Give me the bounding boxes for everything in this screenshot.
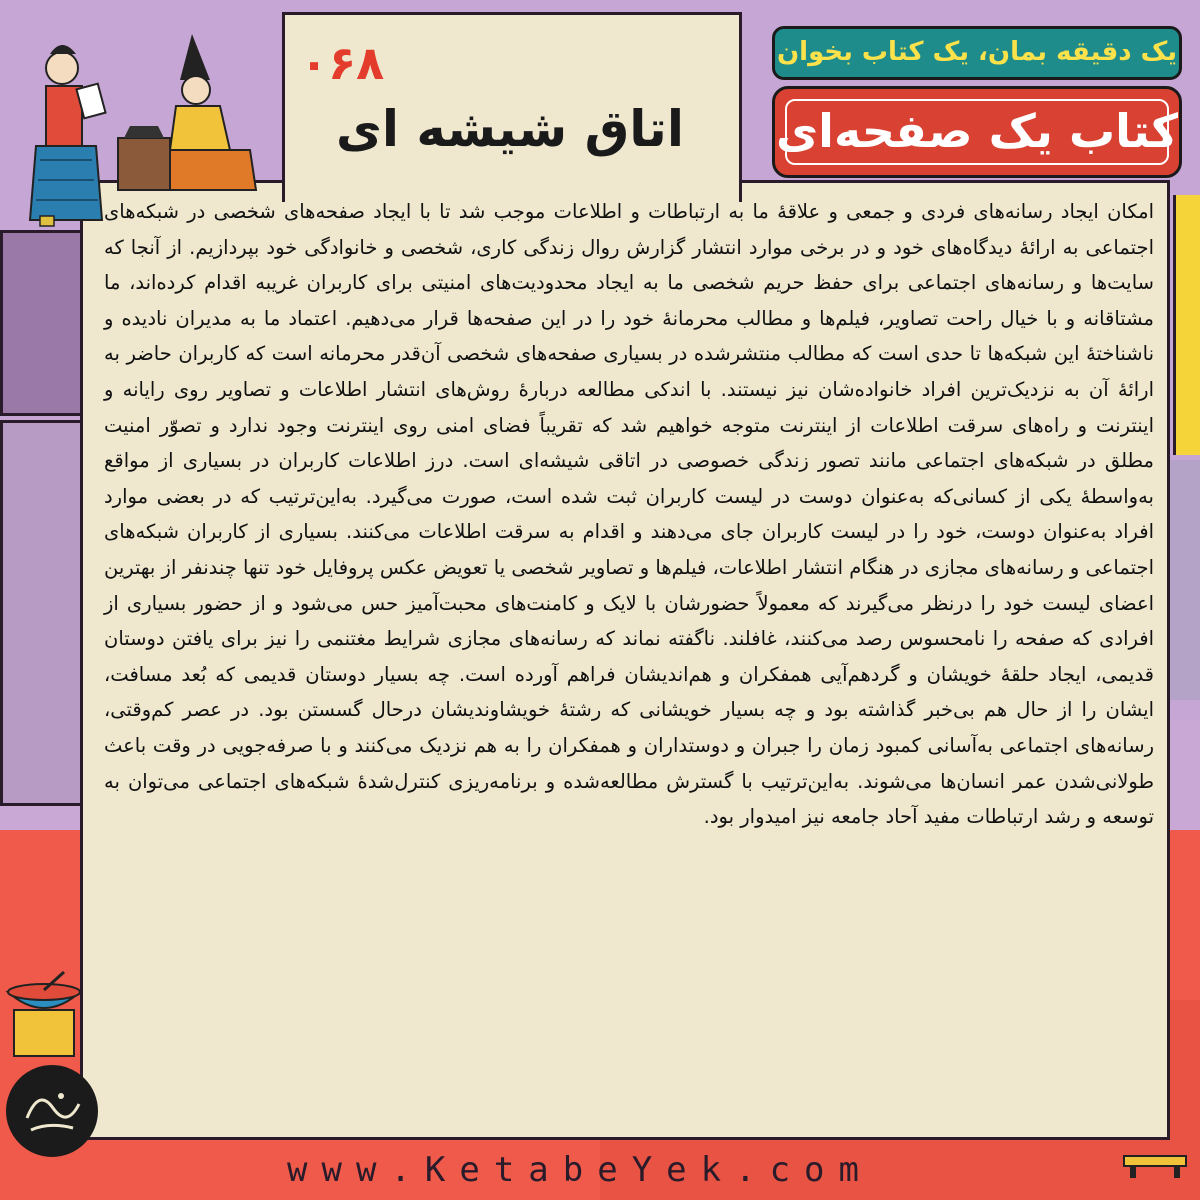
background-block-right-yellow bbox=[1173, 195, 1200, 455]
brand-badge bbox=[772, 86, 1182, 178]
tagline-badge: یک دقیقه بمان، یک کتاب بخوان bbox=[772, 26, 1182, 80]
stool-icon bbox=[1120, 1150, 1190, 1180]
page-title: اتاق شیشه ای bbox=[336, 100, 684, 158]
background-block-right-purple bbox=[1167, 460, 1200, 700]
website-url[interactable]: www.KetabeYek.com bbox=[287, 1150, 873, 1190]
background-block-left-mid bbox=[0, 420, 86, 806]
episode-number: ۰۶۸ bbox=[300, 36, 385, 90]
bowl-illustration bbox=[4, 970, 84, 1060]
brand-label: کتاب یک صفحه‌ای bbox=[776, 104, 1178, 158]
background-block-left-top bbox=[0, 230, 86, 416]
signature-seal-icon bbox=[6, 1065, 98, 1157]
seated-man-illustration bbox=[110, 30, 260, 200]
article-body: امکان ایجاد رسانه‌های فردی و جمعی و علاقهٔ ما به ارتباطات و اطلاعات موجب شد تا با ایجاد صفحه‌های شخصی در شبکه‌های اجتماعی به ارائهٔ دیدگاه‌های خود و در برخی موارد انتشار گزارش روال زندگی کاری، شخصی و خانوادگی خود بپردازیم. از آنجا که سایت‌ها و رسانه‌های اجتماعی برای حفظ حریم شخصی ما به ایجاد محدودیت‌های امنیتی برای کاربران غریبه اقدام کرده‌اند، ما مشتاقانه و با خیال راحت تصاویر، فیلم‌ها و مطالب محرمانهٔ خود را در این صفحه‌ها قرار می‌دهیم. اعتماد ما به مدیران نادیده و ناشناختهٔ این شبکه‌ها تا حدی است که مطالب منتشرشده در بسیاری صفحه‌های شخصی آن‌قدر محرمانه است که کاربران حاضر به ارائهٔ آن به نزدیک‌ترین افراد خانواده‌شان نیز نیستند. با اندکی مطالعه دربارهٔ روش‌های انتشار اطلاعات و تصاویر روی رایانه و اینترنت و راه‌های سرقت اطلاعات از اینترنت متوجه خواهیم شد که تقریباً فضای امنی روی اینترنت وجود ندارد و تصوّر امنیت مطلق در شبکه‌های اجتماعی مانند تصور زندگی خصوصی در اتاقی شیشه‌ای است. درز اطلاعات کاربران در بسیاری از مواقع به‌واسطهٔ یکی از کسانی‌که به‌عنوان دوست در لیست کاربران ثبت شده است، صورت می‌گیرد. به‌این‌ترتیب که در بعضی موارد افراد به‌عنوان دوست، خود را در لیست کاربران جای می‌دهند و اقدام به سرقت اطلاعات می‌کنند. بسیاری از کاربران شبکه‌های اجتماعی و رسانه‌های مجازی در هنگام انتشار اطلاعات، فیلم‌ها و تصاویر شخصی یا تعویض عکس پروفایل خود تنها چندنفر از بهترین اعضای لیست خود را درنظر می‌گیرند که معمولاً حضورشان با لایک و کامنت‌های محبت‌آمیز حس می‌شود و از حضور بسیاری از افرادی که صفحه را نامحسوس رصد می‌کنند، غافلند. ناگفته نماند که رسانه‌های مجازی شرایط مغتنمی را نیز برای یافتن دوستان قدیمی، ایجاد حلقهٔ خویشان و گردهم‌آیی همفکران و هم‌اندیشان فراهم آورده است. چه بسیار دوستان قدیمی که بُعد مسافت، ایشان را از حال هم بی‌خبر گذاشته بود و چه بسیار خویشانی که رشتهٔ خویشاوندیشان درحال گسستن بود. در عصر کم‌وقتی، رسانه‌های اجتماعی به‌آسانی کمبود زمان را جبران و دوستداران و همفکران را به هم نزدیک می‌کنند و با صرفه‌جویی در وقت باعث طولانی‌شدن عمر انسان‌ها می‌شوند. به‌این‌ترتیب با گسترش مطالعه‌شده و برنامه‌ریزی کنترل‌شدهٔ شبکه‌های اجتماعی می‌توان به توسعه و رشد ارتباطات مفید آحاد جامعه نیز امیدوار بود. bbox=[104, 200, 1154, 829]
